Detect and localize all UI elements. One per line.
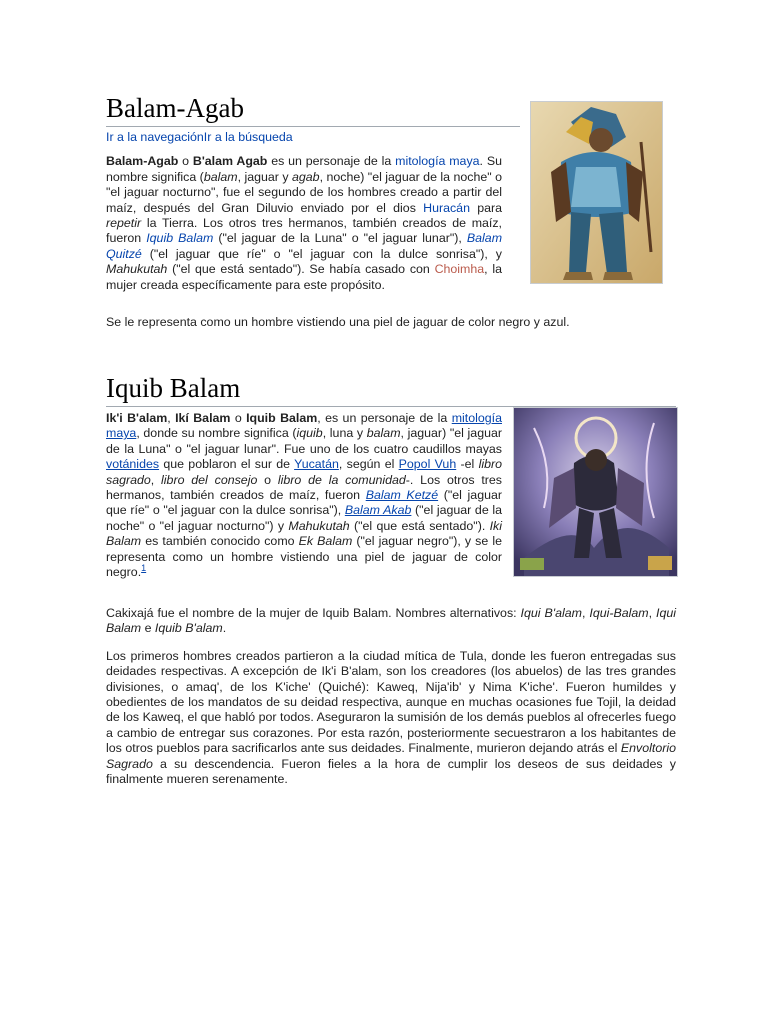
link-choimha[interactable]: Choimha — [434, 262, 485, 277]
bold-term: B'alam Agab — [192, 154, 268, 169]
paragraph-balam-agab-representation: Se le representa como un hombre vistiendo una piel de jaguar de color negro y azul. — [106, 315, 570, 329]
link-balam-quitze[interactable]: Balam Quitzé — [106, 231, 503, 261]
nav-links[interactable]: Ir a la navegaciónIr a la búsqueda — [106, 130, 293, 144]
link-mitologia[interactable]: mitología — [451, 411, 502, 425]
link-huracan[interactable]: Huracán — [423, 200, 470, 215]
figure-balam-agab[interactable] — [530, 101, 663, 284]
jaguar-warrior-illustration-icon — [514, 408, 677, 576]
link-maya[interactable]: maya — [106, 426, 137, 441]
link-votanides[interactable]: votánides — [106, 457, 160, 472]
link-balam-ketze[interactable]: Balam Ketzé — [365, 488, 439, 503]
section-iquib-balam — [106, 372, 676, 407]
bold-term: Balam-Agab — [106, 154, 179, 169]
link-balam-akab[interactable]: Balam Akab — [344, 503, 412, 518]
link-popol-vuh[interactable]: Popol Vuh — [398, 457, 457, 472]
figure-iquib-balam[interactable] — [513, 407, 678, 577]
link-mitologia-maya[interactable]: mitología maya — [395, 154, 480, 169]
section-balam-agab — [106, 92, 520, 301]
reference-link[interactable]: 1 — [141, 562, 147, 573]
link-iquib-balam[interactable]: Iquib Balam — [146, 231, 214, 246]
paragraph-balam-agab-intro: Balam-Agab o B'alam Agab es un personaje de la mitología maya. Su nombre significa (balam, jaguar y agab, noche) "el jaguar de la noche" o "el jaguar nocturno", fue el segundo de los hombres creado a partir del maíz, después del Gran Diluvio enviado por el dios Huracán para repetir la Tierra. Los otros tres hermanos, también creados de maíz, fueron Iquib Balam ("el jaguar de la Luna" o "el jaguar lunar"), Balam Quitzé ("el jaguar que ríe" o "el jaguar con la dulce sonrisa"), y Mahukutah ("el que está sentado"). Se había casado con Choimha, la mujer creada específicamente para este propósito. — [106, 154, 503, 292]
paragraph-iquib-balam-intro: Ik'i B'alam, Ikí Balam o Iquib Balam, es un personaje de la mitología maya, donde su nombre significa (iquib, luna y balam, jaguar) "el jaguar de la Luna" o "el jaguar lunar". Fue uno de los cuatro caudillos mayas votánides que poblaron el sur de Yucatán, según el Popol Vuh -el libro sagrado, libro del consejo o libro de la comunidad-. Los otros tres hermanos, también creados de maíz, fueron Balam Ketzé ("el jaguar que ríe" o "el jaguar con la dulce sonrisa"), Balam Akab ("el jaguar de la noche" o "el jaguar nocturno") y Mahukutah ("el que está sentado"). Iki Balam es también conocido como Ek Balam ("el jaguar negro"), y se le representa como un hombre vistiendo una piel de jaguar de color negro.$^1$ — [106, 411, 502, 580]
warrior-illustration-icon — [531, 102, 662, 283]
section-title-balam-agab: Balam-Agab — [106, 92, 520, 127]
section-title-iquib-balam: Iquib Balam — [106, 372, 676, 407]
paragraph-iquib-balam-wife: Cakixajá fue el nombre de la mujer de Iquib Balam. Nombres alternativos: Iqui B'alam, Iqui-Balam, Iqui Balam e Iquib B'alam. — [106, 606, 676, 636]
link-yucatan[interactable]: Yucatán — [294, 457, 339, 472]
paragraph-first-men: Los primeros hombres creados partieron a la ciudad mítica de Tula, donde les fueron entregadas sus deidades respectivas. A excepción de Ik'i B'alam, son los creadores (los abuelos) de las tres grandes divisiones, o amaq', de los K'iche' (Quiché): Kaweq, Nija'ib' y Nima K'iche'. Fueron humildes y obedientes de los mandatos de su deidad respectiva, aunque en muchas ocasiones fue Tojil, la deidad de los Kaweq, el que habló por todos. Aseguraron la sumisión de los demás pueblos al ofrecerles fuego a cambio de entregar sus corazones. Por esta razón, posteriormente secuestraron a los habitantes de los otros pueblos para sacrificarlos ante sus deidades. Finalmente, murieron dejando atrás el Envoltorio Sagrado a su descendencia. Fueron fieles a la hora de cumplir los deseos de sus deidades y finalmente mueren serenamente. — [106, 648, 676, 787]
